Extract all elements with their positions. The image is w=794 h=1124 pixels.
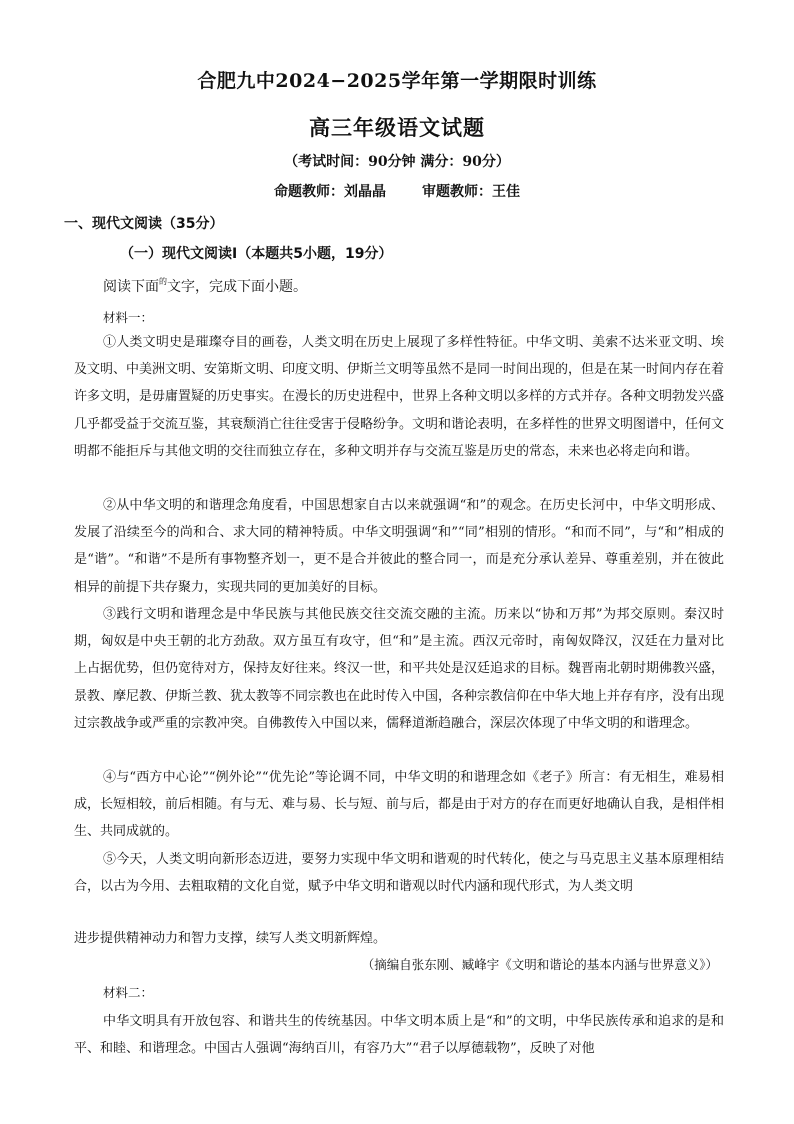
material-1-source: （摘编自张东刚、臧峰宇《文明和谐论的基本内涵与世界意义》） — [361, 957, 718, 972]
material-1-last-line: 进步提供精神动力和智力支撑，续写人类文明新辉煌。 — [74, 931, 387, 946]
exam-title: 高三年级语文试题 — [309, 115, 485, 140]
reading-instruction — [103, 276, 307, 296]
reviewer: 审题教师：王佳 — [422, 184, 520, 200]
school-title: 合肥九中2024−2025学年第一学期限时训练 — [197, 70, 597, 92]
material-2-label: 材料二： — [103, 985, 154, 1000]
exam-info: （考试时间：90分钟 满分：90分） — [284, 154, 510, 170]
material-1-paragraph-1: ①人类文明史是璀璨夺目的画卷，人类文明在历史上展现了多样性特征。中华文明、美索不达米亚文明、埃及文明、中美洲文明、安第斯文明、印度文明、伊斯兰文明等虽然不是同一时间出现的，但是在某一时间内存在着许多文明，是毋庸置疑的历史事实。在漫长的历史进程中，世界上各种文明以多样的方式并存。各种文明勃发兴盛几乎都受益于交流互鉴，其衰颓消亡往往受害于侵略纷争。文明和谐论表明，在多样性的世界文明图谱中，任何文明都不能拒斥与其他文明的交往而独立存在，多种文明并存与交流互鉴是历史的常态，未来也必将走向和谐。 — [74, 335, 725, 459]
instruction-sup: 的 — [159, 277, 167, 286]
subsection-title: （一）现代文阅读Ⅰ（本题共5小题，19分） — [120, 246, 393, 262]
material-2-paragraph-1: 中华文明具有开放包容、和谐共生的传统基因。中华文明本质上是“和”的文明，中华民族传承和追求的是和平、和睦、和谐理念。中国古人强调“海纳百川，有容乃大”“君子以厚德载物”，反映了对他 — [74, 1014, 724, 1057]
teachers-line — [0, 181, 794, 201]
material-1-paragraph-3: ③践行文明和谐理念是中华民族与其他民族交往交流交融的主流。历来以“协和万邦”为邦交原则。秦汉时期，匈奴是中央王朝的北方劲敌。双方虽互有攻守，但“和”是主流。西汉元帝时，南匈奴降汉，汉廷在力量对比上占据优势，但仍宽待对方，保持友好往来。终汉一世，和平共处是汉廷追求的目标。魏晋南北朝时期佛教兴盛，景教、摩尼教、伊斯兰教、犹太教等不同宗教也在此时传入中国，各种宗教信仰在中华大地上并存有序，没有出现过宗教战争或严重的宗教冲突。自佛教传入中国以来，儒释道渐趋融合，深层次体现了中华文明的和谐理念。 — [74, 607, 725, 731]
material-1-paragraph-2: ②从中华文明的和谐理念角度看，中国思想家自古以来就强调“和”的观念。在历史长河中，中华文明形成、发展了沿续至今的尚和合、求大同的精神特质。中华文明强调“和”“同”相别的情形。“和而不同”，与“和”相成的是“谐”。“和谐”不是所有事物整齐划一，更不是合并彼此的整合同一，而是充分承认差异、尊重差别，并在彼此相异的前提下共存聚力，实现共同的更加美好的目标。 — [74, 498, 724, 595]
material-1-paragraph-4: ④与“西方中心论”“例外论”“优先论”等论调不同，中华文明的和谐理念如《老子》所言：有无相生，难易相成，长短相较，前后相随。有与无、难与易、长与短、前与后，都是由于对方的存在而更好地确认自我，是相伴相生、共同成就的。 — [74, 770, 725, 840]
setter: 命题教师：刘晶晶 — [274, 184, 386, 200]
material-1-label: 材料一： — [103, 310, 154, 325]
instruction-part-a: 阅读下面 — [103, 279, 159, 295]
section-title: 一、现代文阅读（35分） — [64, 216, 224, 232]
material-1-paragraph-5: ⑤今天，人类文明向新形态迈进，要努力实现中华文明和谐观的时代转化，使之与马克思主义基本原理相结合，以古为今用、去粗取精的文化自觉，赋予中华文明和谐观以时代内涵和现代形式，为人类文明 — [74, 852, 724, 895]
instruction-part-b: 文字，完成下面小题。 — [167, 279, 307, 295]
